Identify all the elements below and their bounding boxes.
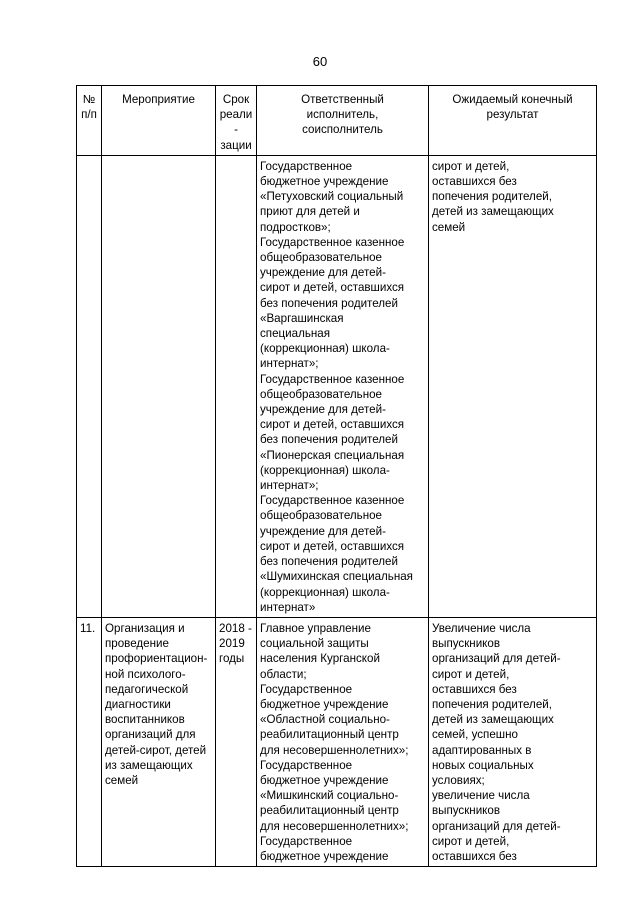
measures-table [76,85,597,867]
table-row [77,617,597,866]
row-result-cell: сирот и детей, оставшихся без попечения родителей, детей из замещающих семей [429,155,597,617]
row-executor-cell: Главное управление социальной защиты населения Курганской области; Государственное бюджетное учреждение «Областной социально- реабилитационный центр для несовершеннолетних»; Государственное бюджетное учреждение «Мишкинский социально- реабилитационный центр для несовершеннолетних»; Государственное бюджетное учреждение [257,617,429,866]
row-event-cell: Организация и проведение профориентацион- ной психолого- педагогической диагностики воспитанников организаций для детей-сирот, детей из замещающих семей [102,617,216,866]
header-executor: Ответственный исполнитель, соисполнитель [257,86,429,156]
row-executor-cell: Государственное бюджетное учреждение «Петуховский социальный приют для детей и подростков»; Государственное казенное общеобразовательное учреждение для детей- сирот и детей, оставшихся без попечения родителей «Варгашинская специальная (коррекционная) школа- интернат»; Государственное казенное общеобразовательное учреждение для детей- сирот и детей, оставшихся без попечения родителей «Пионерская специальная (коррекционная) школа- интернат»; Государственное казенное общеобразовательное учреждение для детей- сирот и детей, оставшихся без попечения родителей «Шумихинская специальная (коррекционная) школа- интернат» [257,155,429,617]
table-row [77,155,597,617]
row-num-cell [77,155,102,617]
row-event-cell [102,155,216,617]
table-header-row [77,86,597,156]
header-term: Срок реали- зации [216,86,257,156]
row-num-cell: 11. [77,617,102,866]
row-result-cell: Увеличение числа выпускников организаций для детей- сирот и детей, оставшихся без попечения родителей, детей из замещающих семей, успешно адаптированных в новых социальных условиях; увеличение числа выпускников организаций для детей- сирот и детей, оставшихся без [429,617,597,866]
row-term-cell [216,155,257,617]
header-num: № п/п [77,86,102,156]
header-event: Мероприятие [102,86,216,156]
header-result: Ожидаемый конечный результат [429,86,597,156]
page-number: 60 [312,54,328,69]
row-term-cell: 2018 - 2019 годы [216,617,257,866]
